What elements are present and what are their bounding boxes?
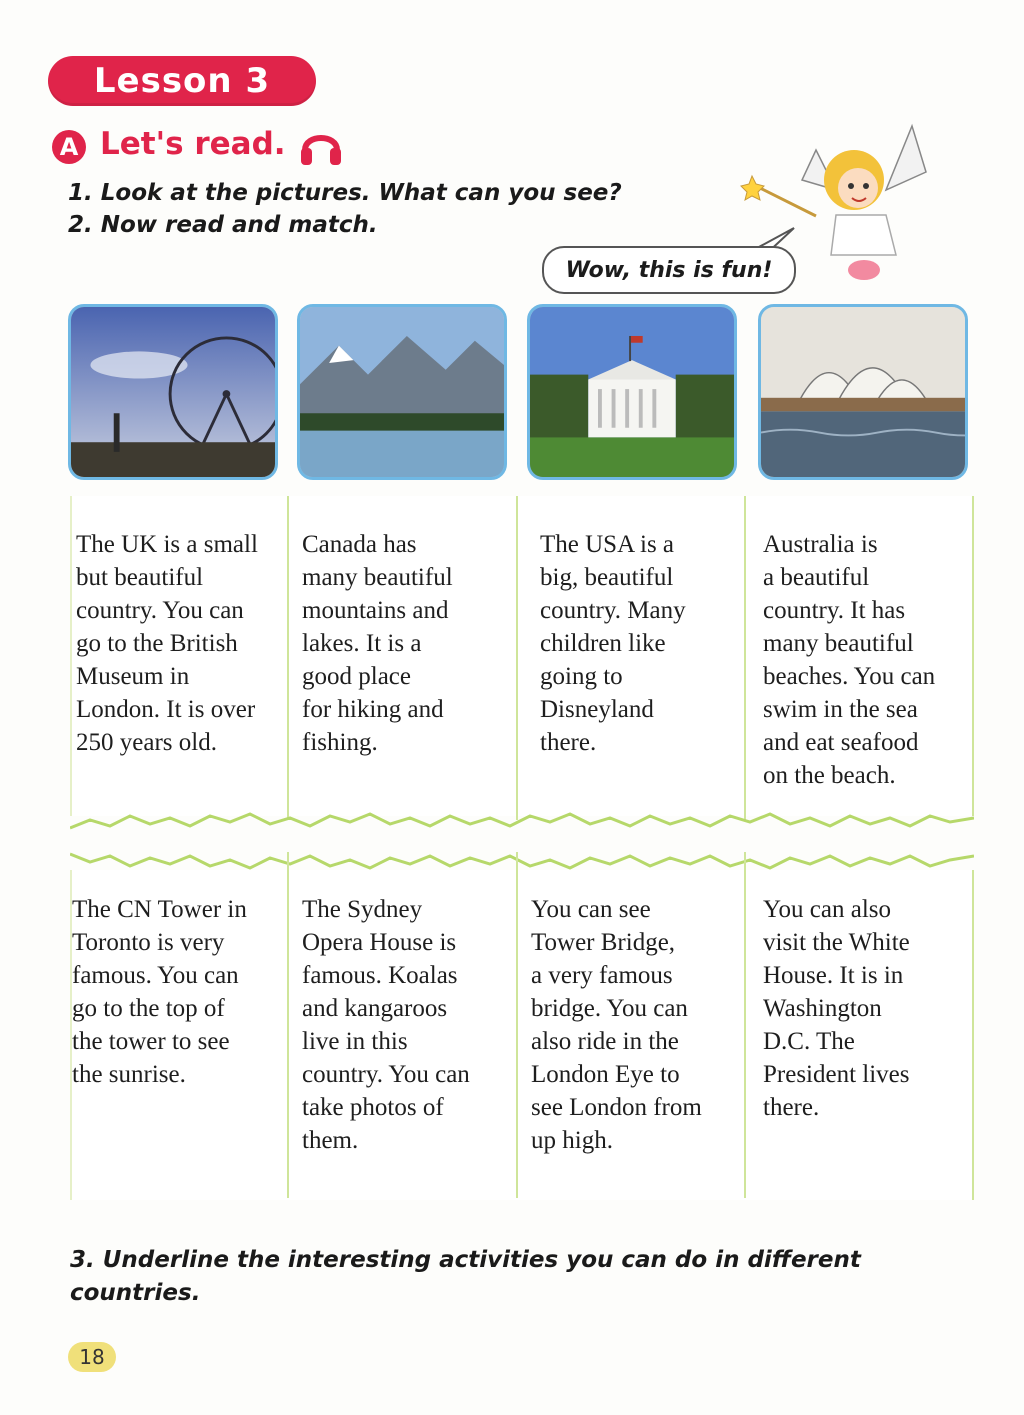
instruction-step-3: 3. Underline the interesting activities you can do in different countries. <box>70 1247 861 1306</box>
card-cn-tower[interactable]: The CN Tower in Toronto is very famous. You can go to the top of the tower to see the sunrise. <box>72 896 247 1088</box>
column-divider <box>516 496 518 820</box>
card-canada[interactable]: Canada has many beautiful mountains and lakes. It is a good place for hiking and fishing. <box>302 531 453 756</box>
section-title: Let's read. <box>100 126 286 162</box>
speech-bubble: Wow, this is fun! <box>542 246 796 294</box>
headphones-icon[interactable] <box>298 124 344 168</box>
card-australia[interactable]: Australia is a beautiful country. It has many beautiful beaches. You can swim in the sea and eat seafood on the beach. <box>763 531 936 789</box>
page-number: 18 <box>68 1342 116 1372</box>
instruction-step-1: 1. Look at the pictures. What can you see? <box>68 180 622 206</box>
card-tower-bridge[interactable]: You can see Tower Bridge, a very famous bridge. You can also ride in the London Eye to see London from up high. <box>531 896 702 1154</box>
column-divider <box>744 496 746 820</box>
card-sydney[interactable]: The Sydney Opera House is famous. Koalas and kangaroos live in this country. You can take photos of them. <box>302 896 470 1154</box>
instruction-step-2: 2. Now read and match. <box>68 212 378 238</box>
photo-london-eye[interactable] <box>68 304 278 480</box>
card-uk[interactable]: The UK is a small but beautiful country. You can go to the British Museum in London. It is over 250 years old. <box>76 531 258 756</box>
column-divider <box>744 852 746 1198</box>
column-divider <box>287 852 289 1198</box>
column-divider <box>516 852 518 1198</box>
zigzag-border-top <box>70 806 974 836</box>
card-usa[interactable]: The USA is a big, beautiful country. Many children like going to Disneyland there. <box>540 531 686 756</box>
lesson-title-pill <box>48 56 316 106</box>
card-white-house[interactable]: You can also visit the White House. It is in Washington D.C. The President lives there. <box>763 896 910 1121</box>
column-divider <box>287 496 289 820</box>
photo-white-house[interactable] <box>527 304 737 480</box>
photo-sydney-opera-house[interactable] <box>758 304 968 480</box>
section-letter-badge: A <box>52 130 86 164</box>
photo-canada-mountains[interactable] <box>297 304 507 480</box>
lesson-title: Lesson 3 <box>93 61 271 101</box>
